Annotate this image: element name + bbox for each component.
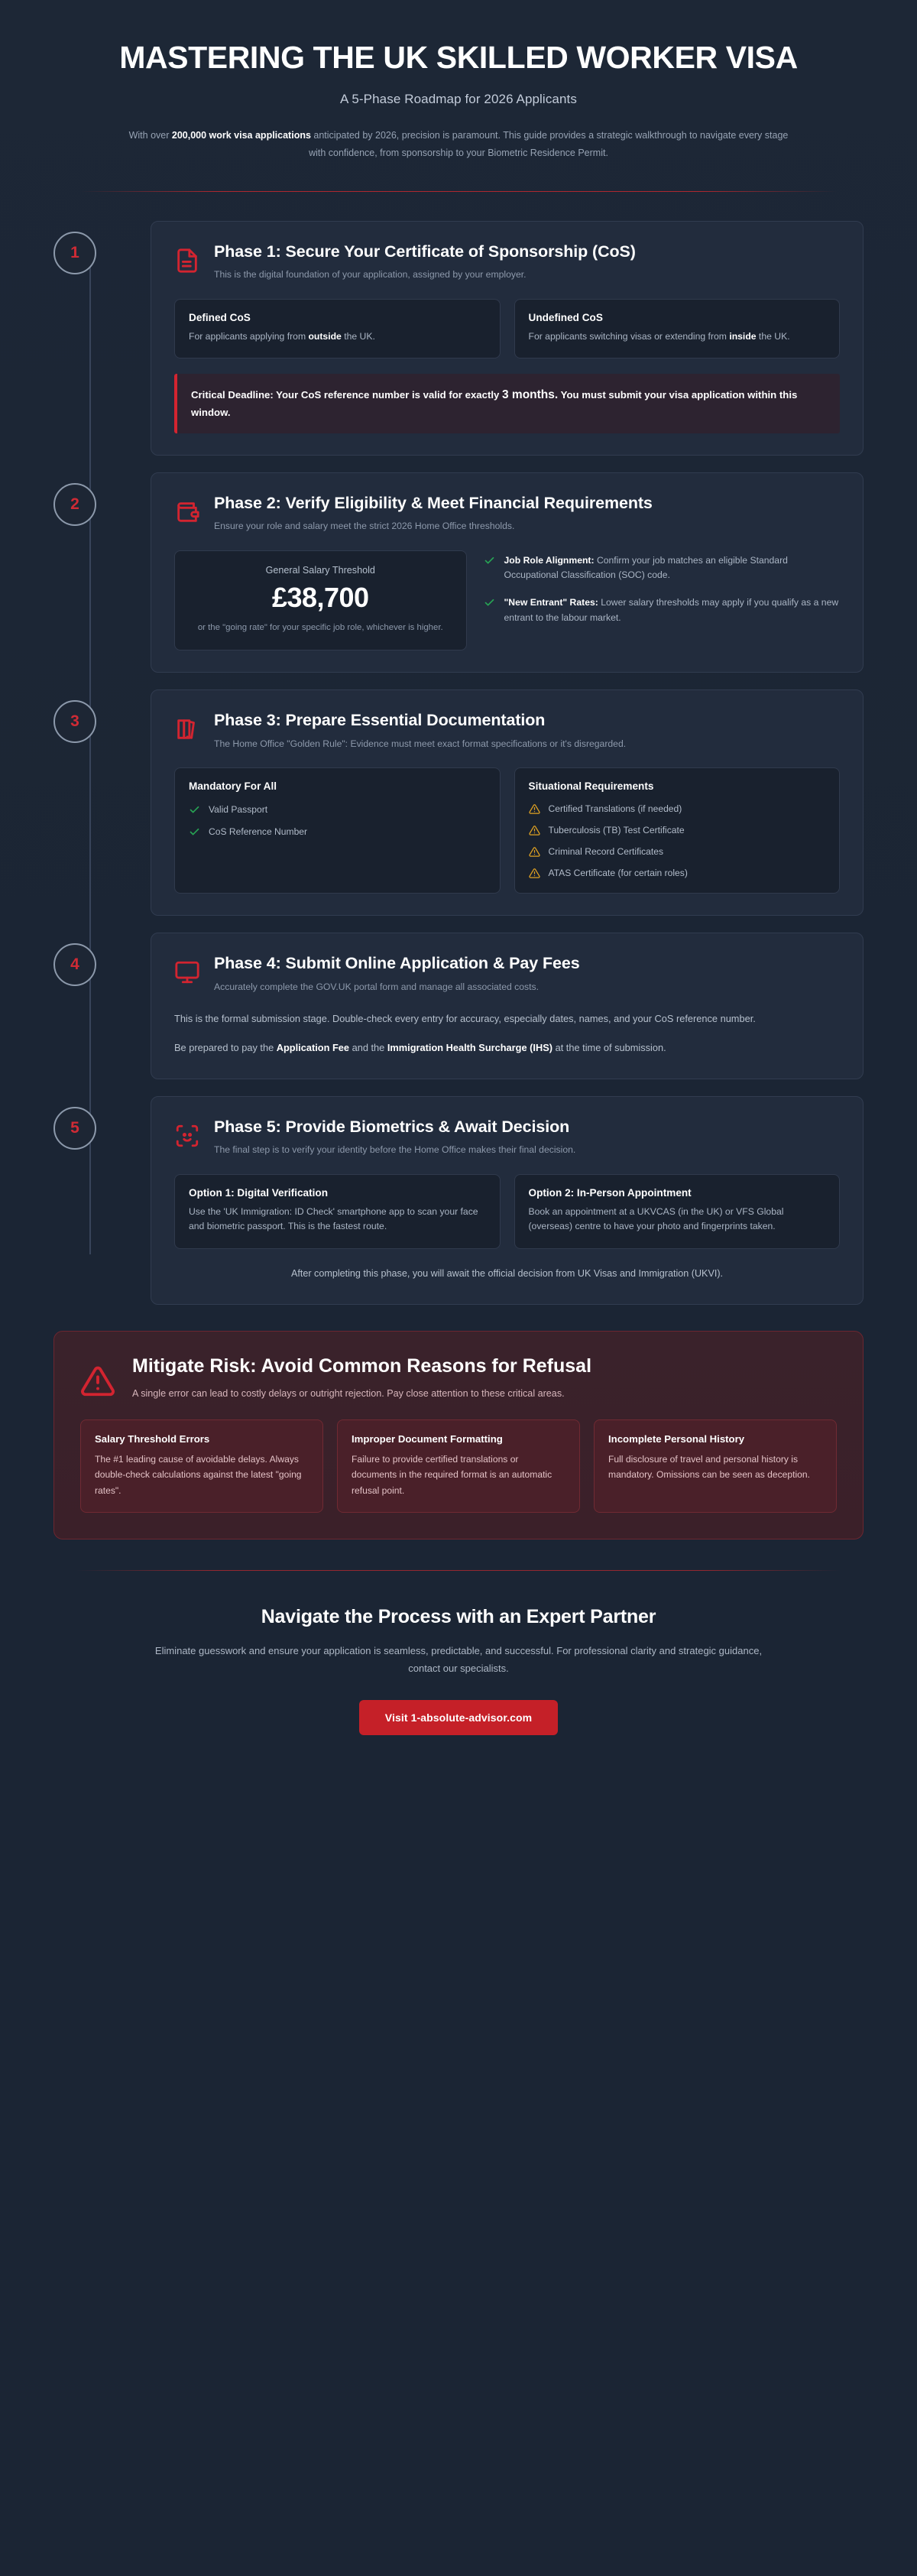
list-item [529, 845, 826, 858]
mandatory-list [189, 803, 486, 838]
list-item-label: Certified Translations (if needed) [548, 803, 682, 815]
phase-4-title: Phase 4: Submit Online Application & Pay Fees [214, 954, 580, 973]
salary-value: £38,700 [271, 581, 369, 613]
risk-cards [80, 1419, 837, 1513]
cta-title: Navigate the Process with an Expert Partner [261, 1605, 656, 1627]
phase-4-body [174, 1011, 840, 1057]
phase-1-head [174, 242, 840, 282]
paragraph-2-tail: at the time of submission. [552, 1042, 666, 1054]
undefined-cos-text-lead: For applicants switching visas or extending from [528, 330, 730, 342]
risk-card-heading: Improper Document Formatting [352, 1433, 503, 1445]
option-2-text: Book an appointment at a UKVCAS (in the UK) or VFS Global (overseas) centre to have your photo and fingerprints taken. [528, 1205, 784, 1232]
paragraph-2-lead: Be prepared to pay the [174, 1042, 277, 1054]
phase-5-options [174, 1174, 840, 1250]
situational-list [529, 803, 826, 879]
paragraph-2-mid: and the [349, 1042, 387, 1054]
list-item [529, 803, 826, 815]
check-item-label: "New Entrant" Rates: [504, 597, 598, 608]
phase-1-subcards [174, 299, 840, 359]
check-item-text [504, 553, 840, 584]
undefined-cos-text [529, 329, 826, 345]
phase-card-2 [151, 472, 864, 673]
phase-3-subtitle: The Home Office "Golden Rule": Evidence must meet exact format specifications or it's disregarded. [214, 738, 627, 749]
list-item-label: Tuberculosis (TB) Test Certificate [548, 825, 685, 836]
phase-4-subtitle: Accurately complete the GOV.UK portal form and manage all associated costs. [214, 981, 539, 992]
phase-3-titles [214, 710, 840, 751]
phase-3-head [174, 710, 840, 751]
list-item-label: ATAS Certificate (for certain roles) [548, 868, 688, 879]
salary-note: or the "going rate" for your specific job role, whichever is higher. [197, 622, 443, 632]
phase-5-closing-note: After completing this phase, you will await the official decision from UK Visas and Immigration (UKVI). [290, 1268, 724, 1280]
list-item [529, 824, 826, 836]
risk-header [80, 1355, 837, 1402]
phase-card-4 [151, 933, 864, 1079]
phase-2-body [174, 550, 840, 651]
intro-tail: anticipated by 2026, precision is paramount. This guide provides a strategic walkthrough to navigate every stage with confidence, from sponsorship to your Biometric Residence Permit. [309, 129, 789, 158]
risk-card-text: The #1 leading cause of avoidable delays. Always double-check calculations against the latest "going rates". [95, 1453, 302, 1496]
list-item-label: Criminal Record Certificates [548, 846, 664, 858]
phase-5-head [174, 1117, 840, 1157]
check-item-text [504, 595, 840, 626]
option-2-heading: Option 2: In-Person Appointment [528, 1186, 692, 1199]
phase-card-5 [151, 1096, 864, 1305]
phase-timeline [0, 192, 917, 1305]
callout-highlight: 3 months. [502, 388, 559, 402]
list-item-label: Valid Passport [209, 803, 268, 815]
mandatory-heading: Mandatory For All [189, 780, 277, 793]
option-1-text: Use the 'UK Immigration: ID Check' smartphone app to scan your face and biometric passport. This is the fastest route. [189, 1205, 478, 1232]
page-subtitle: A 5-Phase Roadmap for 2026 Applicants [340, 91, 577, 106]
check-item [484, 553, 840, 584]
phase-2-title: Phase 2: Verify Eligibility & Meet Financial Requirements [214, 493, 653, 512]
phase-3-title: Phase 3: Prepare Essential Documentation [214, 711, 546, 730]
risk-card-document-formatting [337, 1419, 580, 1513]
page-title: MASTERING THE UK SKILLED WORKER VISA [119, 40, 798, 75]
phase-card-3 [151, 689, 864, 916]
intro-stat: 200,000 work visa applications [171, 129, 311, 141]
option-digital-verification-card [174, 1174, 501, 1250]
wallet-icon [174, 499, 200, 525]
list-item [189, 825, 486, 838]
mandatory-documents-card [174, 767, 501, 894]
warning-triangle-icon [529, 846, 540, 858]
phase-4-head [174, 953, 840, 994]
risk-titles [132, 1355, 591, 1402]
risk-title: Mitigate Risk: Avoid Common Reasons for Refusal [132, 1355, 592, 1377]
check-item-label: Job Role Alignment: [504, 554, 595, 566]
risk-card-heading: Salary Threshold Errors [95, 1433, 210, 1445]
phase-4-paragraph-2 [174, 1040, 840, 1056]
application-fee-label: Application Fee [276, 1042, 350, 1054]
risk-card-heading: Incomplete Personal History [608, 1433, 745, 1445]
salary-label: General Salary Threshold [265, 564, 375, 576]
warning-triangle-icon [529, 803, 540, 815]
defined-cos-text [189, 329, 486, 345]
page-intro [122, 127, 795, 162]
phase-1 [53, 221, 864, 456]
check-icon [189, 804, 200, 816]
option-1-heading: Option 1: Digital Verification [189, 1186, 329, 1199]
phase-2-head [174, 493, 840, 534]
risk-card-text: Full disclosure of travel and personal history is mandatory. Omissions can be seen as deception. [608, 1453, 810, 1481]
callout-lead: Critical Deadline: Your CoS reference number is valid for exactly [191, 389, 502, 401]
situational-documents-card [514, 767, 841, 894]
critical-deadline-callout [174, 374, 840, 433]
phase-marker-1: 1 [53, 232, 96, 274]
phase-5-title: Phase 5: Provide Biometrics & Await Decision [214, 1117, 570, 1136]
option-in-person-card [514, 1174, 841, 1250]
check-item-detail: Confirm your job matches an eligible Standard Occupational Classification (SOC) code. [504, 554, 788, 581]
phase-2-titles [214, 493, 840, 534]
cta-text: Eliminate guesswork and ensure your application is seamless, predictable, and successful. For professional clarity and strategic guidance, contact our specialists. [154, 1644, 763, 1675]
undefined-cos-text-bold: inside [729, 330, 757, 342]
phase-5-titles [214, 1117, 840, 1157]
phase-1-titles [214, 242, 840, 282]
phase-marker-3: 3 [53, 700, 96, 743]
phase-4-paragraph-1: This is the formal submission stage. Double-check every entry for accuracy, especially dates, names, and your CoS reference number. [174, 1012, 756, 1024]
phase-2-subtitle: Ensure your role and salary meet the strict 2026 Home Office thresholds. [214, 521, 515, 532]
undefined-cos-text-tail: the UK. [756, 330, 790, 342]
phase-5-subtitle: The final step is to verify your identity before the Home Office makes their final decision. [214, 1144, 576, 1156]
risk-mitigation-section [53, 1331, 864, 1539]
critical-deadline-text [191, 385, 825, 420]
check-item-detail: Lower salary thresholds may apply if you qualify as a new entrant to the labour market. [504, 597, 839, 623]
monitor-icon [174, 959, 200, 985]
phase-2 [53, 472, 864, 673]
phase-4 [53, 933, 864, 1079]
defined-cos-heading: Defined CoS [189, 311, 251, 323]
eligibility-check-list [484, 550, 840, 626]
undefined-cos-heading: Undefined CoS [528, 311, 603, 323]
cta-section [0, 1571, 917, 1766]
risk-subtitle: A single error can lead to costly delays or outright rejection. Pay close attention to these critical areas. [132, 1387, 565, 1399]
salary-threshold-box [174, 550, 467, 651]
risk-card-text: Failure to provide certified translations or documents in the required format is an automatic refusal point. [352, 1453, 552, 1496]
face-scan-icon [174, 1123, 200, 1149]
risk-card-salary-threshold [80, 1419, 323, 1513]
check-item [484, 595, 840, 626]
warning-triangle-icon [529, 825, 540, 836]
undefined-cos-card [514, 299, 841, 359]
defined-cos-text-tail: the UK. [341, 330, 375, 342]
list-item [189, 803, 486, 816]
check-icon [189, 826, 200, 838]
phase-1-subtitle: This is the digital foundation of your application, assigned by your employer. [214, 269, 527, 281]
phase-3-doc-columns [174, 767, 840, 894]
situational-heading: Situational Requirements [528, 780, 654, 793]
phase-marker-4: 4 [53, 943, 96, 986]
warning-triangle-icon [80, 1364, 115, 1399]
books-icon [174, 716, 200, 742]
risk-card-personal-history [594, 1419, 837, 1513]
phase-5 [53, 1096, 864, 1305]
list-item [529, 867, 826, 879]
check-icon [484, 555, 495, 566]
visit-advisor-button[interactable]: Visit 1-absolute-advisor.com [359, 1700, 558, 1735]
defined-cos-text-lead: For applicants applying from [189, 330, 309, 342]
document-icon [174, 248, 200, 274]
ihs-label: Immigration Health Surcharge (IHS) [387, 1042, 553, 1054]
defined-cos-text-bold: outside [308, 330, 342, 342]
phase-1-title: Phase 1: Secure Your Certificate of Sponsorship (CoS) [214, 242, 636, 261]
phase-card-1 [151, 221, 864, 456]
intro-lead: With over [128, 129, 172, 141]
callout-tail: You must submit your visa application within this window. [191, 389, 798, 419]
warning-triangle-icon [529, 868, 540, 879]
list-item-label: CoS Reference Number [209, 826, 308, 837]
phase-4-titles [214, 953, 840, 994]
phase-marker-2: 2 [53, 483, 96, 526]
page-header [0, 0, 917, 162]
phase-3 [53, 689, 864, 916]
defined-cos-card [174, 299, 501, 359]
check-icon [484, 597, 495, 608]
phase-marker-5: 5 [53, 1107, 96, 1150]
